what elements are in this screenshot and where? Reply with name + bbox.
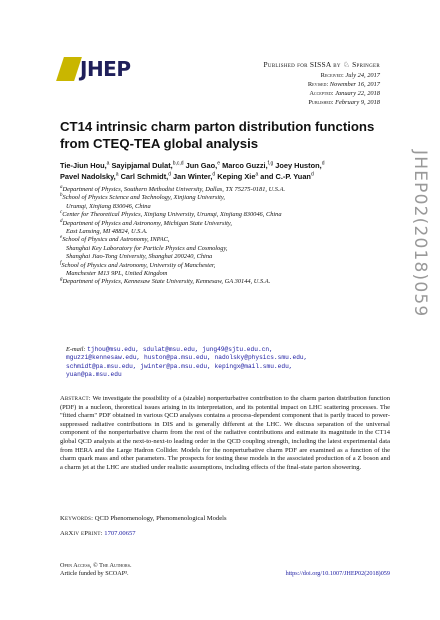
footer-license [60,562,240,578]
springer-icon: ♘ [343,60,350,69]
keywords-heading: Keywords: [60,515,94,522]
arxiv-heading: ArXiv ePrint: [60,530,103,537]
abstract-heading: Abstract: [60,395,91,402]
author-list [60,160,390,182]
email-link[interactable]: tjhou@msu.edu, sdulat@msu.edu, jung49@sjtu.edu.cn, [87,346,273,353]
authors-line-1: Tie-Jiun Hou,$^a$ Sayipjamal Dulat,$^{b,c,d}$ Jun Gao,$^e$ Marco Guzzi,$^{f,g}$ Joey Huston,$^d$ [60,160,325,170]
email-line-2[interactable]: mguzzi@kennesaw.edu, huston@pa.msu.edu, nadolsky@physics.smu.edu, [66,354,308,362]
email-line-4[interactable]: yuan@pa.msu.edu [66,371,122,379]
affiliation-d: $^d$Department of Physics and Astronomy, Michigan State University, East Lansing, MI 48824, U.S.A. [60,218,233,236]
title-line-2: from CTEQ-TEA global analysis [60,136,259,151]
email-block [66,346,390,380]
abstract [60,395,390,472]
funded-line: Article funded by SCOAP³. [60,570,129,577]
journal-logo [60,56,132,82]
published-for-line [263,60,380,69]
affiliation-a: $^a$Department of Physics, Southern Methodist University, Dallas, TX 75275-0181, U.S.A. [60,184,286,193]
date-accepted: Accepted: January 22, 2018 [309,90,380,97]
date-received: Received: July 24, 2017 [320,72,380,79]
affiliations [60,186,390,287]
affiliation-f: $^f$School of Physics and Astronomy, University of Manchester, Manchester M13 9PL, United Kingdom [60,260,216,278]
logo-text: JHEP [80,57,131,81]
keywords-text: QCD Phenomenology, Phenomenological Models [94,515,227,522]
title-line-1: CT14 intrinsic charm parton distribution functions [60,119,375,134]
logo-bar-shape [56,57,82,81]
affiliation-e: $^e$School of Physics and Astronomy, INPAC, Shanghai Key Laboratory for Particle Physics and Cosmology, Shanghai Jiao-Tong University, Shanghai 200240, China [60,235,228,261]
arxiv-link[interactable]: 1707.00657 [104,530,136,537]
publisher-name: Springer [352,60,380,69]
open-access-line: Open Access, © The Authors. [60,562,132,569]
keywords [60,515,390,522]
affiliation-g: $^g$Department of Physics, Kennesaw State University, Kennesaw, GA 30144, U.S.A. [60,277,271,286]
publication-info [263,60,380,107]
published-for-text: Published for SISSA by [263,60,341,69]
publication-dates [263,71,380,107]
email-line-1: E-mail: tjhou@msu.edu, sdulat@msu.edu, jung49@sjtu.edu.cn, [66,346,273,353]
paper-title [60,118,390,152]
affiliation-c: $^c$Center for Theoretical Physics, Xinjiang University, Urumqi, Xinjiang 830046, China [60,210,282,219]
affiliation-b: $^b$School of Physics Science and Technology, Xinjiang University, Urumqi, Xinjiang 830046, China [60,193,226,210]
abstract-text: We investigate the possibility of a (sizable) nonperturbative contribution to the charm parton distribution function (PDF) in a nucleon, theoretical issues arising in its interpretation, and its potential impact on LHC scattering processes. The "fitted charm" PDF obtained in various QCD analyses contains a process-dependent component that is partly traced to power-suppressed radiative contributions in DIS and is generally different at the LHC. We discuss separation of the universal component of the nonperturbative charm from the rest of the radiative contributions and estimate its magnitude in the CT14 global QCD analysis at the next-to-next-to leading order in the QCD coupling strength, including the latest experimental data from HERA and the Large Hadron Collider. Models for the nonperturbative charm PDF are examined as a function of the charm quark mass and other parameters. The prospects for testing these models in the associated production of a Z boson and a charm jet at the LHC are studied under realistic assumptions, including effects of the final-state parton showering. [60,395,390,471]
date-published: Published: February 9, 2018 [308,99,380,106]
doi-link[interactable]: https://doi.org/10.1007/JHEP02(2018)059 [285,570,390,577]
arxiv-eprint [60,530,390,537]
date-revised: Revised: November 16, 2017 [307,81,380,88]
side-journal-id: JHEP02(2018)059 [410,150,430,318]
email-line-3[interactable]: schmidt@pa.msu.edu, jwinter@pa.msu.edu, kepingx@mail.smu.edu, [66,362,293,370]
authors-line-2: Pavel Nadolsky,$^a$ Carl Schmidt,$^d$ Jan Winter,$^d$ Keping Xie$^a$ and C.-P. Yuan$^d$ [60,171,314,181]
